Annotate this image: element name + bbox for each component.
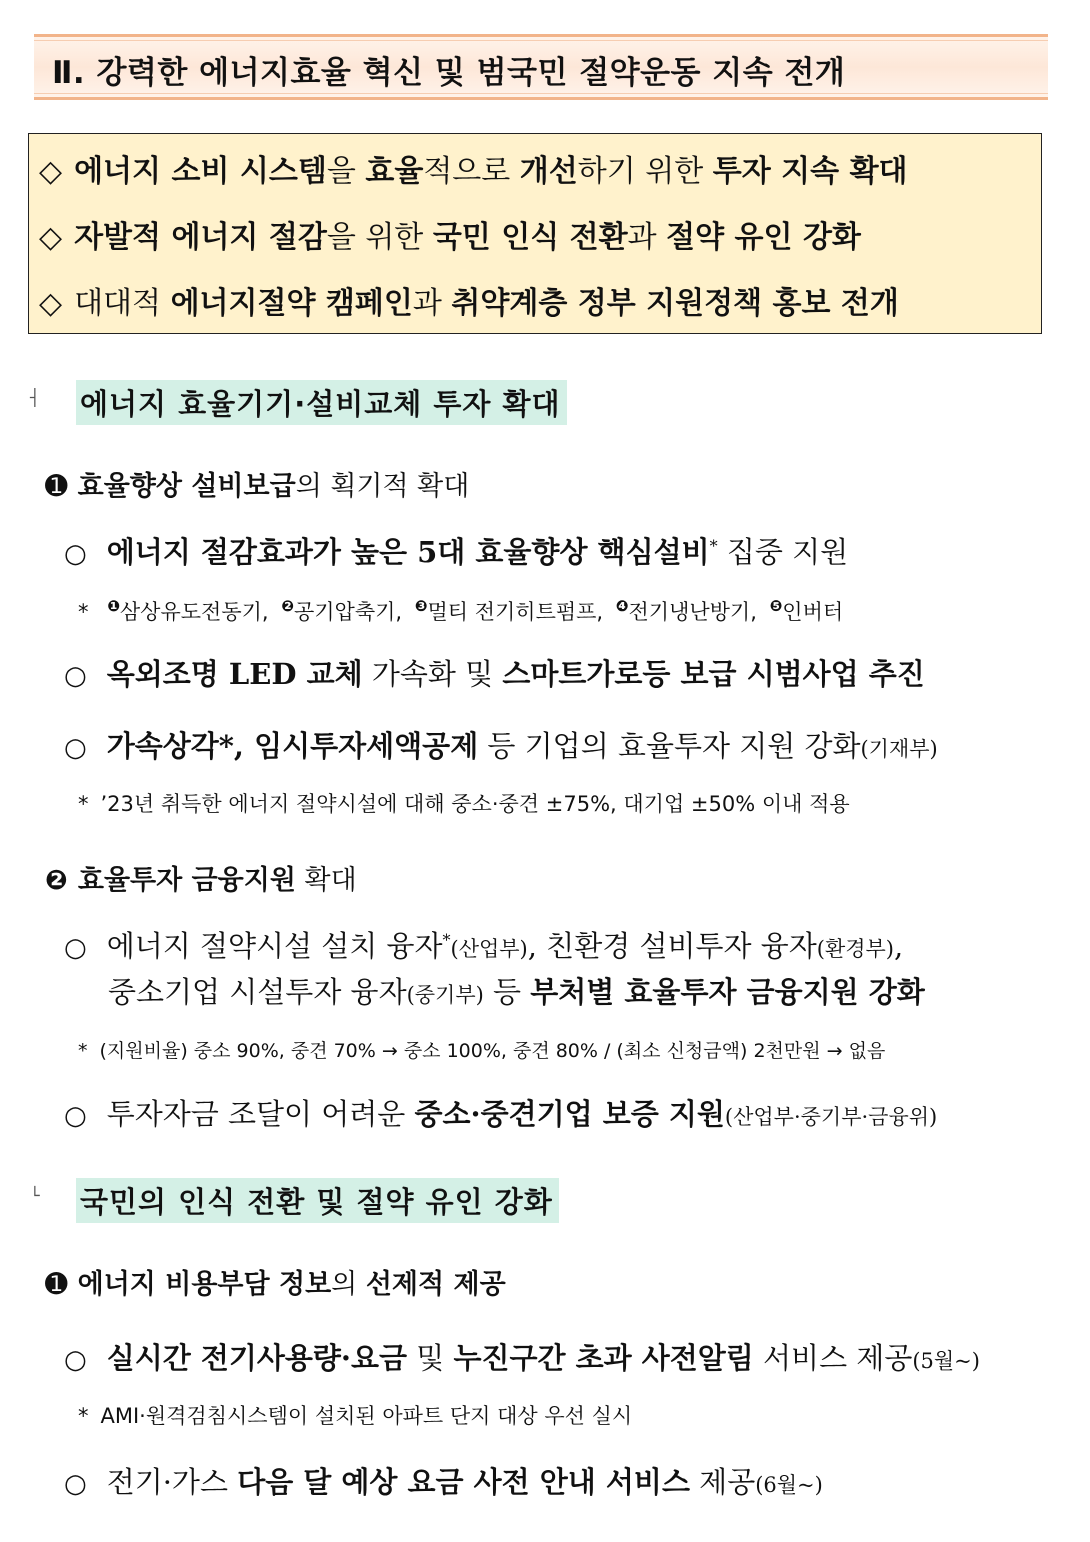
circle-bullet-icon: ○ [64, 539, 87, 569]
bullet-1-1-2: ○ 옥외조명 LED 교체 가속화 및 스마트가로등 보급 시범사업 추진 [64, 657, 925, 691]
summary-line-2: ◇ 자발적 에너지 절감을 위한 국민 인식 전환과 절약 유인 강화 [39, 220, 861, 255]
bullet-1-1-1: ○ 에너지 절감효과가 높은 5대 효율향상 핵심설비* 집중 지원 [64, 535, 849, 569]
bullet-1-2-1-line-1: ○ 에너지 절약시설 설치 융자*(산업부), 친환경 설비투자 융자(환경부), [64, 929, 904, 963]
title-inner-line-bottom [34, 93, 1048, 94]
subheading-1-2: ❷ 효율투자 금융지원 확대 [45, 865, 357, 896]
note-1-2-1: * (지원비율) 중소 90%, 중견 70% → 중소 100%, 중견 80% / (최소 신청금액) 2천만원 → 없음 [78, 1040, 886, 1062]
subheading-2-1: ➊ 에너지 비용부담 정보의 선제적 제공 [45, 1269, 506, 1300]
circle-bullet-icon: ○ [64, 1469, 87, 1499]
diamond-bullet-icon: ◇ [39, 220, 63, 255]
circle-bullet-icon: ○ [64, 733, 87, 763]
circle-bullet-icon: ○ [64, 1101, 87, 1131]
section-heading-1-label: 에너지 효율기기·설비교체 투자 확대 [76, 380, 567, 425]
summary-box [28, 133, 1042, 334]
tree-corner-icon: └ [30, 1186, 40, 1205]
circle-bullet-icon: ○ [64, 661, 87, 691]
diamond-bullet-icon: ◇ [39, 286, 63, 321]
page-title: Ⅱ. 강력한 에너지효율 혁신 및 범국민 절약운동 지속 전개 [52, 55, 846, 91]
subheading-1-1: ➊ 효율향상 설비보급의 획기적 확대 [45, 471, 470, 502]
bullet-1-1-3: ○ 가속상각*, 임시투자세액공제 등 기업의 효율투자 지원 강화(기재부) [64, 729, 938, 763]
number-1-icon: ➊ [45, 471, 68, 502]
circle-bullet-icon: ○ [64, 933, 87, 963]
number-1-icon: ➊ [45, 1269, 68, 1300]
bullet-1-2-2: ○ 투자자금 조달이 어려운 중소·중견기업 보증 지원(산업부·중기부·금융위) [64, 1097, 938, 1131]
note-2-1-1: * AMI·원격검침시스템이 설치된 아파트 단지 대상 우선 실시 [78, 1404, 633, 1428]
bullet-1-2-1-line-2: 중소기업 시설투자 융자(중기부) 등 부처별 효율투자 금융지원 강화 [108, 975, 925, 1009]
note-1-1-1: * $^❶$삼상유도전동기, $^❷$공기압축기, $^❸$멀티 전기히트펌프, $^❹$전기냉난방기, $^❺$인버터 [78, 597, 844, 624]
section-heading-2-label: 국민의 인식 전환 및 절약 유인 강화 [76, 1178, 559, 1223]
bullet-2-1-1: ○ 실시간 전기사용량·요금 및 누진구간 초과 사전알림 서비스 제공(5월~) [64, 1341, 980, 1375]
number-2-icon: ❷ [45, 865, 68, 896]
summary-line-1: ◇ 에너지 소비 시스템을 효율적으로 개선하기 위한 투자 지속 확대 [39, 154, 908, 189]
diamond-bullet-icon: ◇ [39, 154, 63, 189]
title-inner-line-top [34, 40, 1048, 41]
note-1-1-2: * ’23년 취득한 에너지 절약시설에 대해 중소·중견 ±75%, 대기업 ±50% 이내 적용 [78, 792, 850, 816]
tree-branch-icon: ┤ [30, 388, 40, 407]
bullet-2-1-2: ○ 전기·가스 다음 달 예상 요금 사전 안내 서비스 제공(6월~) [64, 1465, 823, 1499]
section-title-bar [34, 34, 1048, 100]
summary-line-3: ◇ 대대적 에너지절약 캠페인과 취약계층 정부 지원정책 홍보 전개 [39, 286, 899, 321]
circle-bullet-icon: ○ [64, 1345, 87, 1375]
